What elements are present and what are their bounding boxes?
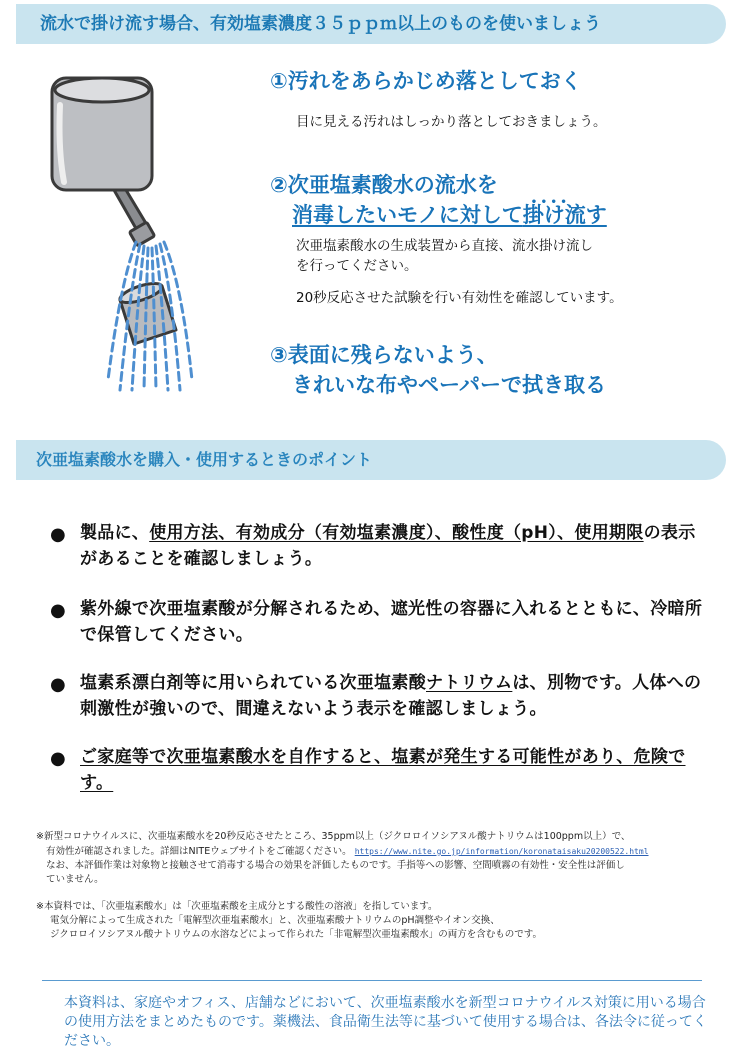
bullet-text: 塩素系漂白剤等に用いられている次亜塩素酸ナトリウムは、別物です。人体への刺激性が強いので、間違えないよう表示を確認しましょう。 bbox=[80, 673, 702, 719]
bullet-text: 製品に、使用方法、有効成分（有効塩素濃度）、酸性度（pH）、使用期限の表示があることを確認しましょう。 bbox=[80, 523, 696, 569]
step2-body-note: 20秒反応させた試験を行い有効性を確認しています。 bbox=[296, 290, 623, 306]
bullet-dot-icon: ● bbox=[50, 748, 66, 769]
step2-title-target: 消毒したいモノに対して bbox=[292, 203, 523, 227]
footnote2-line3: ジクロロイソシアヌル酸ナトリウムの水溶などによって作られた「非電解型次亜塩素酸水」の両方を含むものです。 bbox=[50, 929, 543, 940]
step1-title: ①汚れをあらかじめ落としておく bbox=[270, 69, 582, 93]
faucet-rinsing-cup-icon bbox=[40, 60, 240, 400]
bullet-item-sodium bbox=[50, 670, 710, 730]
step3-title-line1: ③表面に残らないよう、 bbox=[270, 343, 498, 367]
closing-note: 本資料は、家庭やオフィス、店舗などにおいて、次亜塩素酸水を新型コロナウイルス対策に用いる場合の使用方法をまとめたものです。薬機法、食品衛生法等に基づいて使用する場合は、各法令に従ってください。 bbox=[64, 995, 707, 1049]
footnote2-line1: ※本資料では、「次亜塩素酸水」は「次亜塩素酸を主成分とする酸性の溶液」を指しています。 bbox=[36, 901, 438, 912]
step3-title-line2: きれいな布やペーパーで拭き取る bbox=[292, 373, 606, 397]
bullet-dot-icon: ● bbox=[50, 600, 66, 621]
bullet-item-labeling bbox=[50, 520, 710, 580]
bullet-dot-icon: ● bbox=[50, 524, 66, 545]
bullet-text: 紫外線で次亜塩素酸が分解されるため、遮光性の容器に入れるとともに、冷暗所で保管してください。 bbox=[80, 599, 703, 645]
bullet-text: ご家庭等で次亜塩素酸水を自作すると、塩素が発生する可能性があり、危険です。 bbox=[80, 747, 686, 793]
footnote1-line2: 有効性が確認されました。詳細はNITEウェブサイトをご確認ください。 https://www.nite.go.jp/information/koronataisaku20200522.html bbox=[46, 846, 649, 857]
step2-title-line1: ②次亜塩素酸水の流水を bbox=[270, 173, 498, 197]
nite-link[interactable]: https://www.nite.go.jp/information/koronataisaku20200522.html bbox=[354, 847, 649, 856]
footnote1-line1: ※新型コロナウイルスに、次亜塩素酸水を20秒反応させたところ、35ppm以上（ジクロロイソシアヌル酸ナトリウムは100ppm以上）で、 bbox=[36, 831, 631, 842]
step2-title-emphasis: • • 掛け流す bbox=[523, 203, 607, 227]
closing-divider bbox=[42, 980, 702, 981]
footnote2-line2: 電気分解によって生成された「電解型次亜塩素酸水」と、次亜塩素酸ナトリウムのpH調整やイオン交換、 bbox=[50, 915, 500, 926]
step2-body-line1: 次亜塩素酸水の生成装置から直接、流水掛け流し bbox=[296, 238, 593, 254]
bullet-dot-icon: ● bbox=[50, 674, 66, 695]
bullet-item-storage bbox=[50, 596, 710, 656]
step2-title-line2 bbox=[292, 200, 607, 230]
points-banner: 次亜塩素酸水を購入・使用するときのポイント bbox=[16, 440, 726, 480]
header-banner: 流水で掛け流す場合、有効塩素濃度３５ｐｐｍ以上のものを使いましょう bbox=[16, 4, 726, 44]
step1-body: 目に見える汚れはしっかり落としておきましょう。 bbox=[296, 114, 607, 130]
bullet-item-homemade bbox=[50, 744, 710, 804]
footnote1-line3: なお、本評価作業は対象物と接触させて消毒する場合の効果を評価したものです。手指等への影響、空間噴霧の有効性・安全性は評価し bbox=[46, 860, 625, 871]
footnote1-line4: ていません。 bbox=[46, 874, 104, 885]
step2-body-line2: を行ってください。 bbox=[296, 258, 418, 274]
